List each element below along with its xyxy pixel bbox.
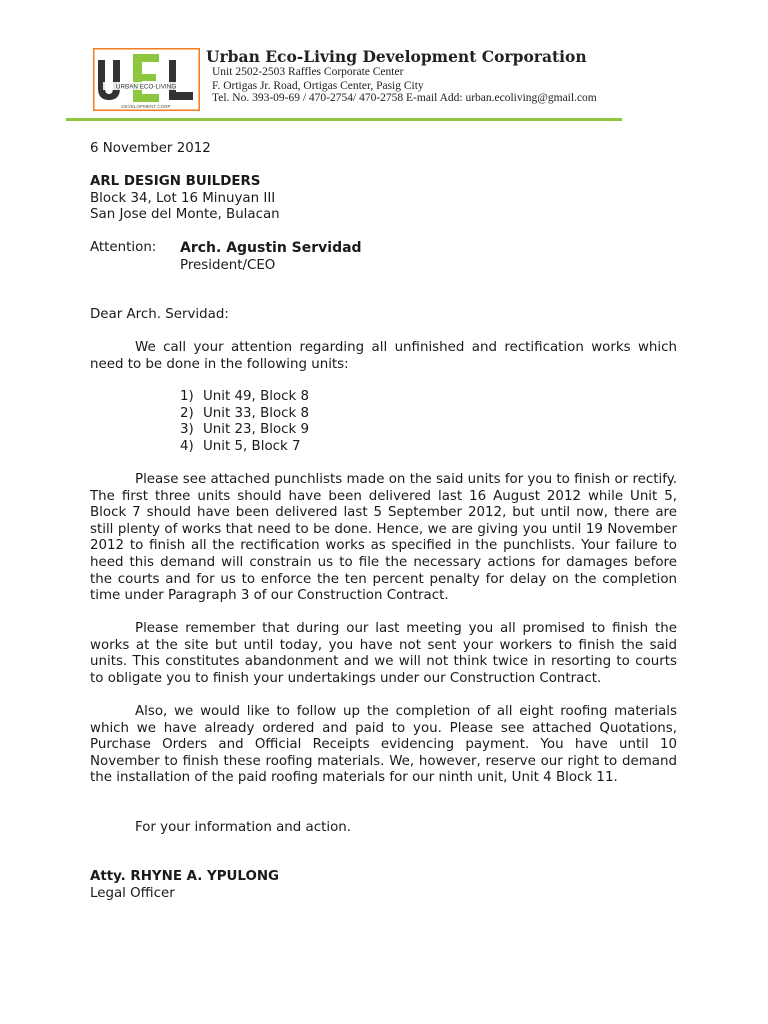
attention-name: Arch. Agustin Servidad (180, 240, 362, 256)
list-item: 1) Unit 49, Block 8 (180, 389, 310, 404)
recipient-company: ARL DESIGN BUILDERS (90, 174, 261, 189)
list-item: 2) Unit 33, Block 8 (180, 405, 310, 421)
signatory-name: Atty. RHYNE A. YPULONG (90, 869, 280, 884)
signatory-title: Legal Officer (90, 886, 175, 901)
attention-label: Attention: (90, 240, 157, 255)
logo-band-text: URBAN ECO-LIVING (115, 83, 177, 91)
paragraph-abandonment: Please remember that during our last meeting you all promised to finish the works at the site but until today, you have not sent your workers to finish the said units. This constitutes abandonment and we will not think twice in resorting to courts to obligate you to finish your undertakings under our Construction Contract. (90, 621, 677, 686)
paragraph-roofing: Also, we would like to follow up the completion of all eight roofing materials which we have already ordered and paid to you. Please see attached Quotations, Purchase Orders and Official Receipts evidencing payment. You have until 10 November to finish these roofing materials. We, however, reserve our right to demand the installation of the paid roofing materials for our ninth unit, Unit 4 Block 11. (90, 704, 677, 786)
paragraph-punchlists: Please see attached punchlists made on the said units for you to finish or rectify. The first three units should have been delivered last 16 August 2012 while Unit 5, Block 7 should have been delivered last 5 September 2012, but until now, there are still plenty of works that need to be done. Hence, we are giving you until 19 November 2012 to finish all the rectification works as specified in the punchlists. Your failure to heed this demand will constrain us to file the necessary actions for damages before the courts and for us to enforce the ten percent penalty for delay on the completion time under Paragraph 3 of our Construction Contract. (90, 472, 677, 604)
units-list (180, 389, 309, 455)
logo-sub-text: DEVELOPMENT CORP (121, 104, 171, 109)
contact-line: Tel. No. 393-09-69 / 470-2754/ 470-2758 E-mail Add: urban.ecoliving@gmail.com (212, 92, 597, 104)
list-item: 3) Unit 23, Block 9 (180, 422, 310, 438)
closing-line: For your information and action. (135, 820, 352, 835)
intro-paragraph: We call your attention regarding all unfinished and rectification works which need to be done in the following units: (90, 340, 677, 372)
salutation: Dear Arch. Servidad: (90, 307, 229, 322)
company-logo (93, 48, 200, 111)
company-name: Urban Eco-Living Development Corporation (206, 47, 587, 66)
letter-date: 6 November 2012 (90, 141, 211, 156)
address-line-1: Unit 2502-2503 Raffles Corporate Center (212, 66, 404, 78)
recipient-address-1: Block 34, Lot 16 Minuyan III (90, 191, 276, 206)
letterhead-divider (66, 118, 622, 121)
recipient-address-2: San Jose del Monte, Bulacan (90, 207, 280, 222)
list-item: 4) Unit 5, Block 7 (180, 438, 301, 454)
attention-title: President/CEO (180, 258, 276, 273)
address-line-2: F. Ortigas Jr. Road, Ortigas Center, Pasig City (212, 80, 424, 92)
